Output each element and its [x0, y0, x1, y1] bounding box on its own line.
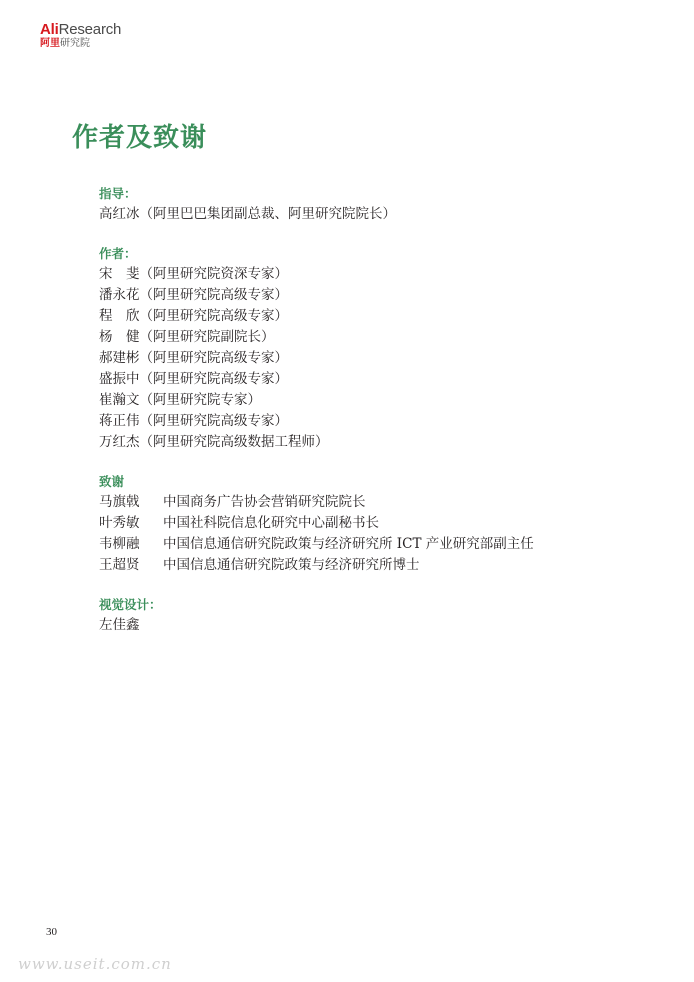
logo-cn-gray: 研究院 — [60, 38, 90, 49]
visual-design-heading: 视觉设计： — [99, 597, 162, 612]
person-role: （阿里巴巴集团副总裁、阿里研究院院长） — [139, 206, 396, 222]
acknowledgement-line — [99, 513, 639, 534]
designer-name: 左佳鑫 — [99, 617, 140, 633]
guidance-heading: 指导： — [99, 186, 137, 201]
page-number: 30 — [46, 926, 57, 938]
acknowledgement-line — [99, 534, 639, 555]
logo-research: Research — [58, 21, 122, 38]
author-name: 程 欣 — [99, 308, 140, 324]
author-name: 宋 斐 — [99, 266, 140, 282]
author-role: （阿里研究院高级专家） — [139, 308, 288, 324]
logo-wordmark — [40, 22, 121, 37]
acknowledged-name: 韦柳融 — [99, 536, 140, 552]
author-name: 杨 健 — [99, 329, 140, 345]
author-line — [99, 369, 639, 390]
visual-design-section — [99, 594, 639, 636]
author-line — [99, 285, 639, 306]
logo-ali: Ali — [40, 21, 59, 38]
author-line — [99, 411, 639, 432]
watermark: www.useit.com.cn — [18, 955, 172, 973]
acknowledged-name: 马旗戟 — [99, 494, 140, 510]
logo-cn-red: 阿里 — [40, 38, 60, 49]
acknowledgement-line — [99, 555, 639, 576]
author-role: （阿里研究院高级专家） — [139, 371, 288, 387]
acknowledged-name: 叶秀敏 — [99, 515, 140, 531]
author-role: （阿里研究院高级数据工程师） — [139, 434, 329, 450]
aliresearch-logo — [40, 22, 121, 49]
person-name: 高红冰 — [99, 206, 140, 222]
acknowledgements-heading: 致谢 — [99, 474, 125, 489]
author-line — [99, 348, 639, 369]
author-name: 郝建彬 — [99, 350, 140, 366]
acknowledged-role: 中国信息通信研究院政策与经济研究所博士 — [163, 557, 420, 573]
author-name: 蒋正伟 — [99, 413, 140, 429]
author-role: （阿里研究院高级专家） — [139, 287, 288, 303]
author-role: （阿里研究院专家） — [139, 392, 261, 408]
author-line — [99, 327, 639, 348]
acknowledged-role: 中国商务广告协会营销研究院院长 — [163, 494, 366, 510]
acknowledged-role: 中国信息通信研究院政策与经济研究所 ICT 产业研究部副主任 — [163, 536, 534, 552]
author-role: （阿里研究院副院长） — [139, 329, 275, 345]
author-role: （阿里研究院高级专家） — [139, 350, 288, 366]
acknowledgement-line — [99, 492, 639, 513]
author-line — [99, 264, 639, 285]
author-name: 潘永花 — [99, 287, 140, 303]
author-line — [99, 432, 639, 453]
logo-chinese — [40, 39, 121, 49]
authors-section — [99, 243, 639, 453]
acknowledged-name: 王超贤 — [99, 557, 140, 573]
guidance-line — [99, 204, 639, 225]
page-title: 作者及致谢 — [72, 123, 208, 153]
designer-line — [99, 615, 639, 636]
authors-heading: 作者： — [99, 246, 137, 261]
author-name: 崔瀚文 — [99, 392, 140, 408]
author-role: （阿里研究院资深专家） — [139, 266, 288, 282]
author-line — [99, 306, 639, 327]
author-name: 万红杰 — [99, 434, 140, 450]
guidance-section — [99, 183, 639, 225]
acknowledged-role: 中国社科院信息化研究中心副秘书长 — [163, 515, 379, 531]
author-name: 盛振中 — [99, 371, 140, 387]
acknowledgements-section — [99, 471, 639, 576]
author-line — [99, 390, 639, 411]
credits-content — [99, 183, 639, 654]
author-role: （阿里研究院高级专家） — [139, 413, 288, 429]
